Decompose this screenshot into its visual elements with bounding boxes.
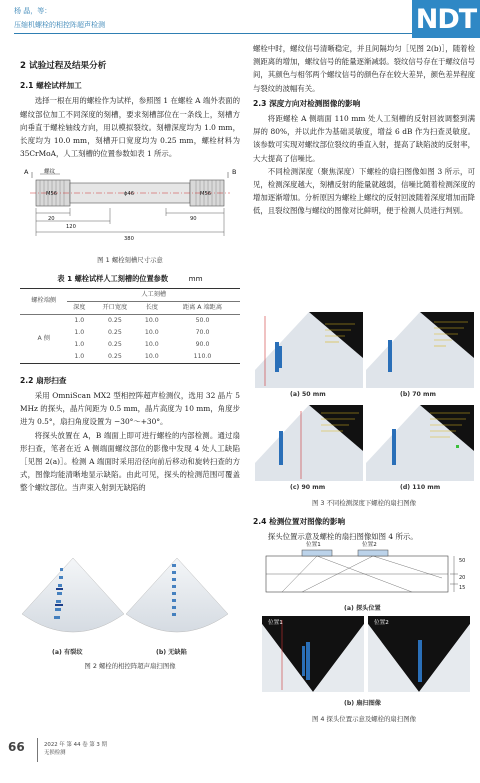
table-cell: 10.0 [139, 351, 165, 364]
figure-1-caption: 图 1 螺栓刻槽尺寸示意 [97, 256, 163, 265]
table-1 [20, 288, 240, 364]
fig1-dim-20: 20 [48, 216, 55, 223]
table-header: 开口宽度 [91, 301, 138, 314]
figure-2-caption: 图 2 螺栓的相控阵超声扇扫图像 [84, 662, 176, 670]
fig4-label-pos2: 位置2 [362, 542, 377, 548]
fig1-dim-phi46: ϕ46 [124, 191, 135, 198]
right-column [253, 42, 475, 218]
fig3-sublabel-c: (c) 90 mm [290, 484, 326, 491]
fig1-label-b: B [232, 168, 237, 177]
table-header: 距离 A 端距离 [165, 301, 240, 314]
table-cell: 110.0 [165, 351, 240, 364]
table-cell: 10.0 [144, 328, 159, 336]
fig4-probe-diagram [262, 542, 468, 600]
table-cell: 0.25 [107, 340, 122, 348]
table-row [20, 314, 240, 327]
table-cell: 10.0 [144, 316, 159, 324]
table-cell: 10.0 [144, 340, 159, 348]
section-2-2-paragraph-2: 将探头放置在 A，B 端面上即可进行螺栓的内部检测。通过扇形扫查，笔者在近 A 侧端面螺纹部位的影像中发现 4 处人工缺陷［见图 2(a)］。检测 A 端面时采用沿径向前后移动和旋转扫查的方式，图像均能清晰地显示缺陷。由此可见，探头的检测范围可覆盖整个螺纹部位。当声束入射到无缺陷的 [20, 430, 240, 493]
fig1-label-thread: 螺纹 [44, 169, 56, 176]
table-cell: 1.0 [74, 316, 85, 324]
figure-4-caption: 图 4 探头位置示意及螺栓的扇扫图像 [312, 715, 416, 723]
table-header: 深度 [67, 301, 91, 314]
table-cell: 0.25 [107, 328, 122, 336]
section-2-3-heading: 2.3 深度方向对检测图像的影响 [253, 98, 361, 108]
table-cell: 90.0 [195, 340, 210, 348]
section-2-2-heading: 2.2 扇形扫查 [20, 375, 67, 385]
fig2-scan-a [22, 558, 124, 638]
fig3-sublabel-d: (d) 110 mm [400, 484, 441, 491]
table-col-end: 螺栓端侧 [20, 288, 67, 314]
running-header-authors: 杨 晶，等： [14, 7, 52, 15]
running-header-title: 压缩机螺栓的相控阵超声检测 [14, 21, 105, 29]
fig1-dim-120: 120 [66, 224, 76, 231]
table-cell: 1.0 [74, 328, 85, 336]
journal-info [44, 741, 107, 757]
fig4-img-label-pos2: 位置2 [374, 620, 389, 626]
table-1-caption [20, 272, 240, 285]
fig1-dim-m56-right: M56 [200, 191, 212, 198]
fig3-scan-c [255, 405, 363, 481]
table-col-group: 人工刻槽 [67, 288, 240, 301]
fig3-sublabel-b: (b) 70 mm [400, 391, 436, 398]
fig4-dim-20: 20 [459, 575, 466, 581]
section-2-heading: 2 试验过程及结果分析 [20, 61, 107, 71]
header-rule [14, 33, 412, 34]
journal-issue: 2022 年 第 44 卷 第 3 期 [44, 742, 107, 748]
section-2-1-paragraph: 选择一根在用的螺栓作为试样，参照图 1 在螺栓 A 端外表面的螺纹部位加工不同深度的刻槽，要求刻槽部位在一条线上，刻槽方向垂直于螺栓轴线方向，用以模拟裂纹。刻槽深度均为 1.0 mm，长度均为 10.0 mm，刻槽开口宽度均为 0.25 mm，螺栓材料为 35CrMoA，人工刻槽的位置参数如表 1 所示。 [20, 96, 240, 159]
fig1-dim-380: 380 [124, 236, 134, 243]
section-2-2-paragraph-1: 采用 OmniScan MX2 型相控阵超声检测仪，选用 32 晶片 5 MHz 的探头，晶片间距为 0.5 mm，晶片高度为 10 mm，角度步进为 0.5°，扇扫角度设置为 −30°～+30°。 [20, 391, 240, 427]
section-2-1-heading: 2.1 螺栓试样加工 [20, 81, 82, 91]
table-end-label: A 侧 [20, 314, 67, 363]
fig4-img-label-pos1: 位置1 [268, 620, 283, 626]
table-header: 长度 [139, 301, 165, 314]
section-2-4-paragraph: 探头位置示意及螺栓的扇扫图像如图 4 所示。 [267, 532, 418, 542]
fig3-scan-a [255, 312, 363, 388]
fig4-label-pos1: 位置1 [306, 542, 321, 548]
continued-paragraph: 螺栓中时，螺纹信号清晰稳定，并且间隔均匀［见图 2(b)］，随着检测距离的增加，螺纹信号的能量逐渐减弱。裂纹信号存在于螺纹信号间，其颜色与相邻两个螺纹信号的颜色存在较大差异，颜色差异程度与裂纹的波幅有关。 [253, 44, 475, 93]
fig2-sublabel-b: (b) 无缺陷 [156, 649, 187, 656]
table-cell: 1.0 [67, 351, 91, 364]
section-2-4 [253, 513, 475, 543]
fig2-scan-b [126, 558, 228, 638]
journal-name: 无损检测 [44, 750, 66, 756]
table-cell: 70.0 [195, 328, 210, 336]
section-2-3-paragraph-1: 将距螺栓 A 侧端面 110 mm 处人工刻槽的反射回波调整到满屏的 80%，并以此作为基础灵敏度，增益 6 dB 作为扫查灵敏度。该参数可实现对螺纹部位裂纹的垂直入射，提高了缺陷波的反射率，大大提高了信噪比。 [253, 114, 475, 163]
fig4-dim-15: 15 [459, 585, 466, 591]
left-column [20, 42, 240, 495]
table-cell: 0.25 [91, 351, 138, 364]
fig4-dim-50: 50 [459, 558, 466, 564]
fig3-scan-d [366, 405, 474, 481]
footer-divider [37, 738, 38, 762]
fig3-scan-b [366, 312, 474, 388]
fig4-scan-pos1 [262, 616, 364, 692]
page-number: 66 [8, 740, 25, 754]
fig3-sublabel-a: (a) 50 mm [290, 391, 326, 398]
fig1-dim-90: 90 [190, 216, 197, 223]
table-cell: 0.25 [107, 316, 122, 324]
figure-1 [20, 166, 240, 254]
section-2-3-paragraph-2: 不同检测深度（聚焦深度）下螺栓的扇扫图像如图 3 所示，可见，检测深度越大，刻槽反射的能量就越弱，信噪比随着检测深度的增加逐渐增加。分析原因为螺栓上螺纹的反射回波随着深度增加而降低，且裂纹图像与螺纹的图像对比鲜明，便于检测人员进行判别。 [253, 166, 475, 216]
ndt-logo: NDT [412, 0, 480, 38]
section-2-4-heading: 2.4 检测位置对图像的影响 [253, 517, 346, 526]
table-1-unit: mm [188, 273, 203, 283]
table-1-title: 表 1 螺栓试样人工刻槽的位置参数 [57, 273, 169, 283]
table-cell: 50.0 [195, 316, 210, 324]
table-cell: 1.0 [74, 340, 85, 348]
fig2-sublabel-a: (a) 有裂纹 [52, 649, 83, 656]
fig1-dim-m56-left: M56 [46, 191, 58, 198]
fig4-sublabel-a: (a) 探头位置 [344, 605, 381, 612]
figure-3-caption: 图 3 不同检测深度下螺栓的扇扫图像 [312, 499, 416, 507]
fig4-sublabel-b: (b) 扇扫图像 [344, 700, 381, 707]
fig1-label-a: A [24, 168, 29, 177]
fig4-scan-pos2 [368, 616, 470, 692]
